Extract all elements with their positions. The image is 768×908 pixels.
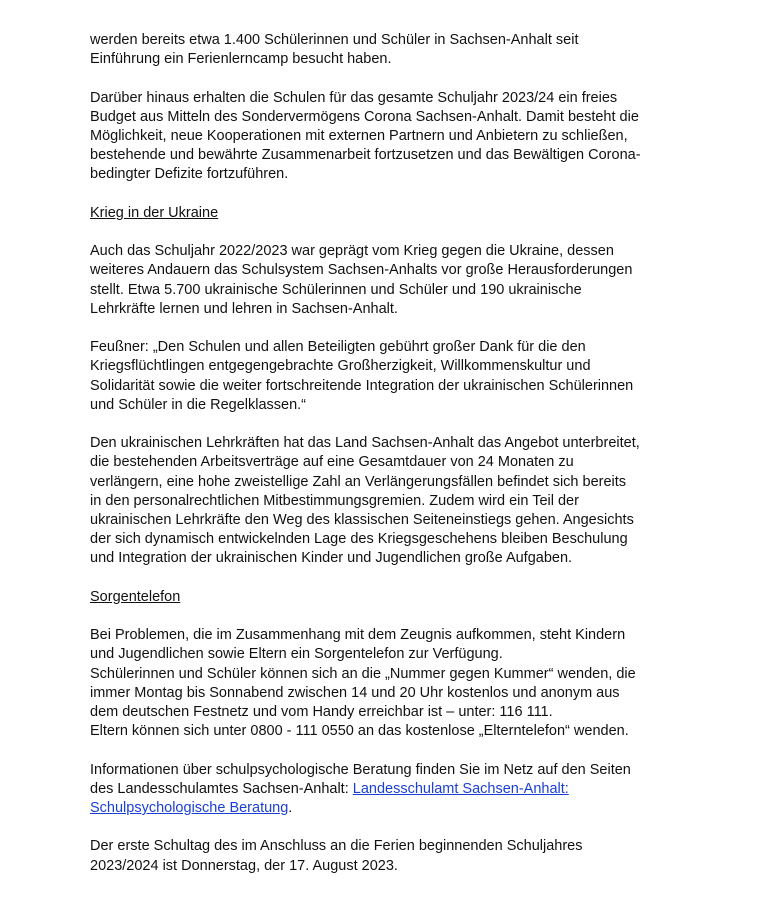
paragraph-ferienlerncamp [90,31,660,69]
document-page [90,31,660,895]
text-line: bedingter Defizite fortzuführen. [90,166,289,183]
text-line: die bestehenden Arbeitsverträge auf eine Gesamtdauer von 24 Monaten zu [90,454,574,471]
paragraph-schulpsychologie [90,761,660,819]
text-segment: des Landesschulamtes Sachsen-Anhalt: [90,780,353,797]
paragraph-budget [90,89,660,185]
text-line: Budget aus Mitteln des Sondervermögens Corona Sachsen-Anhalt. Damit besteht die [90,108,639,125]
heading-text: Sorgentelefon [90,588,181,605]
text-line: Schülerinnen und Schüler können sich an die „Nummer gegen Kummer“ wenden, die [90,665,636,682]
text-line: Auch das Schuljahr 2022/2023 war geprägt vom Krieg gegen die Ukraine, dessen [90,243,614,260]
text-segment: . [288,800,293,816]
text-line [90,780,660,799]
text-line: der sich dynamisch entwickelnden Lage des Kriegsgeschehens bleiben Beschulung [90,531,628,548]
text-line: weiteres Andauern das Schulsystem Sachsen-Anhalts vor große Herausforderungen [90,262,633,279]
landesschulamt-link[interactable]: Landesschulamt Sachsen-Anhalt: [352,780,569,797]
paragraph-sorgentelefon [90,626,660,741]
paragraph-schuljahr-ukraine [90,242,660,319]
text-line: und Jugendlichen sowie Eltern ein Sorgentelefon zur Verfügung. [90,646,503,663]
text-line: ukrainischen Lehrkräfte den Weg des klassischen Seiteneinstiegs gehen. Angesichts [90,512,634,528]
text-line: Eltern können sich unter 0800 - 111 0550 an das kostenlose „Elterntelefon“ wenden. [90,723,629,740]
text-line: Feußner: „Den Schulen und allen Beteiligten gebührt großer Dank für die den [90,339,586,356]
text-line: Den ukrainischen Lehrkräften hat das Land Sachsen-Anhalt das Angebot unterbreitet, [90,435,640,452]
heading-text: Krieg in der Ukraine [90,204,219,221]
text-line: und Schüler in die Regelklassen.“ [90,396,307,413]
paragraph-quote-feussner [90,338,660,415]
text-line: Einführung ein Ferienlerncamp besucht haben. [90,51,392,68]
text-line [90,799,660,818]
text-line: Informationen über schulpsychologische Beratung finden Sie im Netz auf den Seiten [90,761,631,778]
paragraph-erster-schultag [90,837,660,875]
text-line: und Integration der ukrainischen Kinder und Jugendlichen große Aufgaben. [90,550,573,567]
text-line: Möglichkeit, neue Kooperationen mit externen Partnern und Anbietern zu schließen, [90,128,628,144]
text-line: Solidarität sowie die weiter fortschreitende Integration der ukrainischen Schülerinnen [90,377,634,394]
schulpsychologische-beratung-link[interactable]: Schulpsychologische Beratung [90,800,289,816]
text-line: verlängern, eine hohe zweistellige Zahl an Verlängerungsfällen befindet sich bereits [90,473,627,490]
section-heading-sorgentelefon [90,588,660,607]
text-line: Der erste Schultag des im Anschluss an die Ferien beginnenden Schuljahres [90,838,583,855]
text-line: dem deutschen Festnetz und vom Handy erreichbar ist – unter: 116 111. [90,704,553,720]
paragraph-lehrkraefte [90,434,660,568]
text-line: bestehende und bewährte Zusammenarbeit fortzusetzen und das Bewältigen Corona- [90,147,641,164]
text-line: Kriegsflüchtlingen entgegengebrachte Großherzigkeit, Willkommenskultur und [90,358,591,375]
text-line: Darüber hinaus erhalten die Schulen für das gesamte Schuljahr 2023/24 ein freies [90,89,618,106]
text-line: werden bereits etwa 1.400 Schülerinnen und Schüler in Sachsen-Anhalt seit [90,32,579,48]
text-line: 2023/2024 ist Donnerstag, der 17. August 2023. [90,857,398,874]
text-line: in den personalrechtlichen Mitbestimmungsgremien. Zudem wird ein Teil der [90,492,579,509]
text-line: Bei Problemen, die im Zusammenhang mit dem Zeugnis aufkommen, steht Kindern [90,627,626,644]
section-heading-ukraine [90,204,660,223]
text-line: Lehrkräfte lernen und lehren in Sachsen-Anhalt. [90,300,398,317]
text-line: stellt. Etwa 5.700 ukrainische Schülerinnen und Schüler und 190 ukrainische [90,281,582,298]
text-line: immer Montag bis Sonnabend zwischen 14 und 20 Uhr kostenlos und anonym aus [90,684,620,701]
